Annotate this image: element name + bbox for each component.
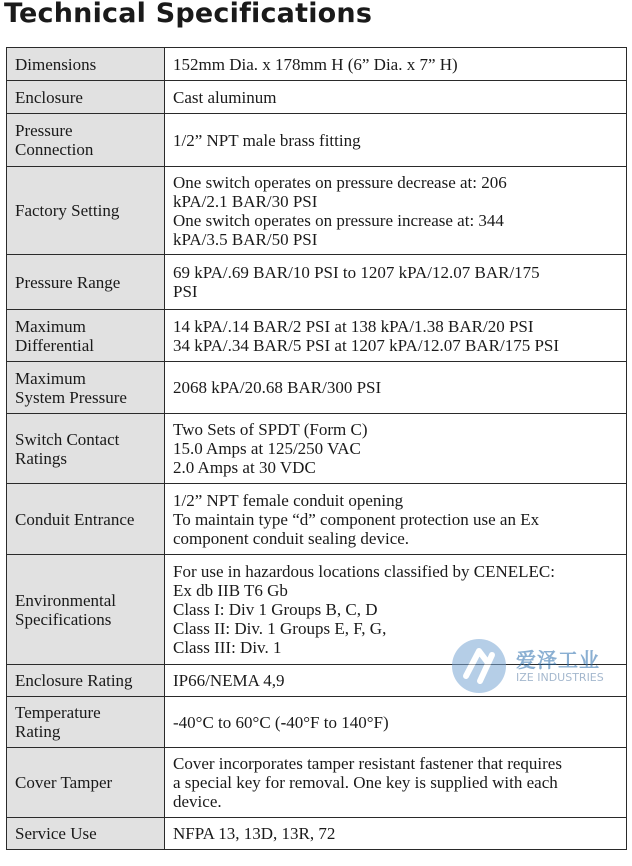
value-line: 1/2” NPT male brass fitting [173, 130, 361, 150]
spec-label [7, 665, 165, 697]
spec-row-switch-contact-ratings [7, 414, 627, 484]
label-line: Cover Tamper [15, 773, 113, 792]
value-line [173, 713, 618, 732]
spec-row-temperature-rating [7, 697, 627, 748]
value-line: Two Sets of SPDT (Form C) [173, 420, 368, 439]
watermark [449, 636, 624, 696]
spec-value [165, 310, 627, 362]
label-line: Maximum [15, 368, 86, 388]
label-line: Connection [15, 140, 94, 159]
spec-label [7, 818, 165, 850]
spec-label [7, 114, 165, 167]
value-line: Ex db IIB T6 Gb [173, 581, 288, 600]
value-line: 2.0 Amps at 30 VDC [173, 458, 316, 477]
value-text: 40°F to 140°F) [286, 712, 389, 732]
spec-row-maximum-system-pressure [7, 362, 627, 414]
spec-value [165, 818, 627, 850]
spec-label [7, 414, 165, 484]
spec-value [165, 167, 627, 255]
value-line: 2068 kPA/20.68 BAR/300 PSI [173, 378, 382, 397]
value-line: 152mm Dia. x 178mm H (6” Dia. x 7” H) [173, 54, 458, 74]
value-line: Cast aluminum [173, 87, 277, 107]
label-line: Switch Contact [15, 429, 120, 449]
value-line: To maintain type “d” component protection use an Ex [173, 509, 540, 529]
value-line: NFPA 13, 13D, 13R, 72 [173, 824, 336, 843]
spec-row-cover-tamper [7, 748, 627, 818]
spec-label [7, 81, 165, 114]
value-line: One switch operates on pressure decrease at: 206 [173, 172, 507, 192]
label-line: System Pressure [15, 387, 127, 407]
spec-label [7, 310, 165, 362]
label-line: Dimensions [15, 54, 97, 74]
label-line: Maximum [15, 316, 86, 336]
value-line: For use in hazardous locations classified by CENELEC: [173, 562, 555, 581]
value-line: device. [173, 792, 222, 811]
value-text: -40°C to 60°C ( [173, 712, 281, 732]
spec-value [165, 748, 627, 818]
value-line: a special key for removal. One key is supplied with each [173, 773, 558, 792]
spec-row-conduit-entrance [7, 484, 627, 555]
label-line: Enclosure [15, 87, 83, 107]
value-line: 69 kPA/.69 BAR/10 PSI to 1207 kPA/12.07 BAR/175 [173, 263, 540, 282]
spec-label [7, 484, 165, 555]
value-line: 1/2” NPT female conduit opening [173, 490, 404, 510]
label-line: Factory Setting [15, 201, 120, 220]
label-line: Rating [15, 722, 61, 741]
value-line: 15.0 Amps at 125/250 VAC [173, 439, 361, 458]
value-line: Cover incorporates tamper resistant fastener that requires [173, 754, 562, 773]
spec-value [165, 362, 627, 414]
spec-label [7, 748, 165, 818]
spec-label [7, 555, 165, 665]
value-line: 14 kPA/.14 BAR/2 PSI at 138 kPA/1.38 BAR/20 PSI [173, 316, 534, 336]
spec-label [7, 255, 165, 310]
value-line: One switch operates on pressure increase at: 344 [173, 210, 504, 230]
value-line: Class I: Div 1 Groups B, C, D [173, 600, 378, 619]
spec-value [165, 484, 627, 555]
value-line: kPA/3.5 BAR/50 PSI [173, 229, 318, 249]
ize-logo-icon [449, 636, 509, 696]
spec-row-pressure-connection [7, 114, 627, 167]
label-line: Specifications [15, 609, 112, 629]
spec-value [165, 81, 627, 114]
value-text-bold: - [280, 712, 287, 732]
page-title: Technical Specifications [4, 0, 373, 29]
label-line: Conduit Entrance [15, 509, 135, 529]
value-line: IP66/NEMA 4,9 [173, 671, 285, 690]
spec-value [165, 697, 627, 748]
label-line: Pressure Range [15, 272, 121, 292]
spec-value [165, 114, 627, 167]
spec-row-enclosure [7, 81, 627, 114]
label-line: Pressure [15, 121, 73, 140]
spec-row-factory-setting [7, 167, 627, 255]
spec-label [7, 697, 165, 748]
spec-value [165, 48, 627, 81]
spec-row-dimensions [7, 48, 627, 81]
label-line: Ratings [15, 448, 67, 468]
spec-label [7, 362, 165, 414]
spec-value [165, 414, 627, 484]
label-line: Temperature [15, 703, 101, 722]
label-line: Enclosure Rating [15, 671, 133, 690]
label-line: Environmental [15, 590, 117, 610]
spec-row-service-use [7, 818, 627, 850]
value-line: 34 kPA/.34 BAR/5 PSI at 1207 kPA/12.07 BAR/175 PSI [173, 335, 560, 355]
label-line: Differential [15, 335, 94, 355]
spec-row-pressure-range [7, 255, 627, 310]
value-line: kPA/2.1 BAR/30 PSI [173, 191, 318, 211]
watermark-en-text: IZE INDUSTRIES [516, 671, 604, 684]
specifications-table [6, 47, 627, 850]
spec-row-maximum-differential [7, 310, 627, 362]
label-line: Service Use [15, 824, 97, 843]
spec-label [7, 48, 165, 81]
value-line: PSI [173, 282, 198, 301]
spec-label [7, 167, 165, 255]
watermark-cn-text: 爱泽工业 [516, 648, 600, 672]
value-line: Class II: Div. 1 Groups E, F, G, [173, 619, 387, 638]
value-line: Class III: Div. 1 [173, 638, 282, 657]
value-line: component conduit sealing device. [173, 528, 410, 548]
spec-value [165, 255, 627, 310]
